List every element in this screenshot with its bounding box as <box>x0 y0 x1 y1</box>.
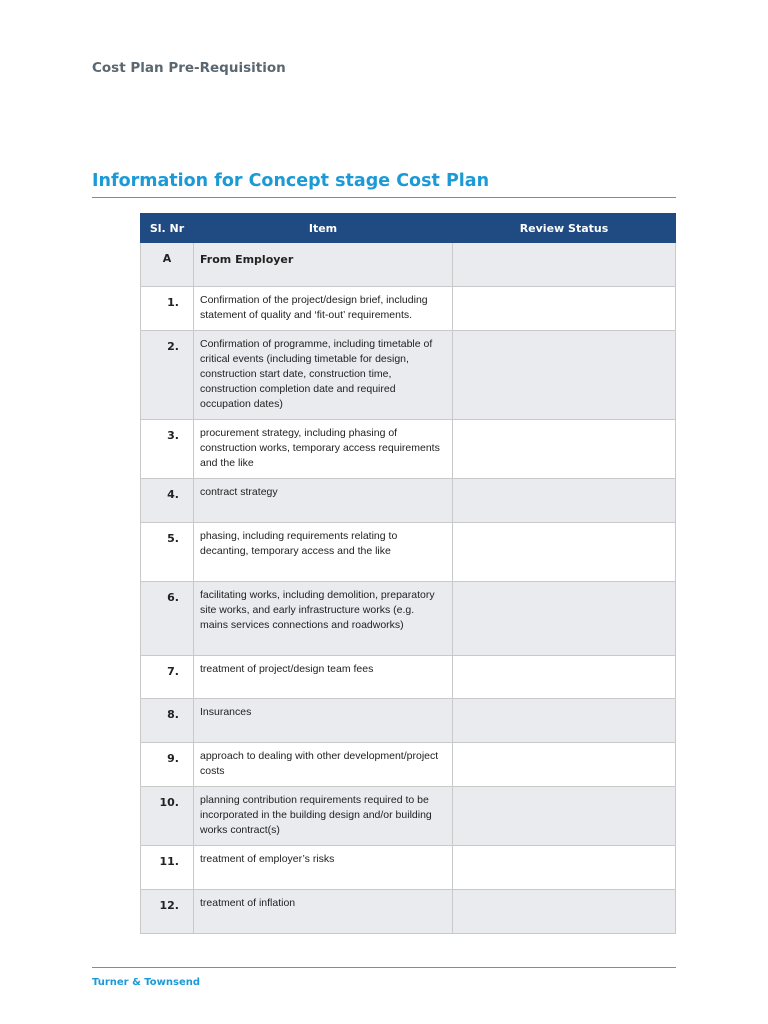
row-number: 12. <box>141 890 194 934</box>
row-review-status[interactable] <box>453 479 676 523</box>
row-item: Confirmation of the project/design brief, including statement of quality and ‘fit-out’ requirements. <box>194 287 453 331</box>
row-review-status[interactable] <box>453 243 676 287</box>
row-item: approach to dealing with other development/project costs <box>194 743 453 787</box>
table-row <box>141 656 676 699</box>
column-header-item: Item <box>194 214 453 243</box>
column-header-review-status: Review Status <box>453 214 676 243</box>
table-row <box>141 331 676 420</box>
row-number: 8. <box>141 699 194 743</box>
row-number: 7. <box>141 656 194 699</box>
row-review-status[interactable] <box>453 890 676 934</box>
footer-company-name: Turner & Townsend <box>92 977 201 988</box>
row-review-status[interactable] <box>453 656 676 699</box>
table-row <box>141 743 676 787</box>
row-review-status[interactable] <box>453 787 676 846</box>
row-number: 11. <box>141 846 194 890</box>
review-table <box>140 213 676 934</box>
table-row <box>141 699 676 743</box>
row-review-status[interactable] <box>453 420 676 479</box>
row-number: 1. <box>141 287 194 331</box>
row-review-status[interactable] <box>453 699 676 743</box>
row-item: Confirmation of programme, including timetable of critical events (including timetable for design, construction start date, construction time, construction completion date and required occupation dates) <box>194 331 453 420</box>
table-row <box>141 479 676 523</box>
table-row <box>141 523 676 582</box>
row-number: 9. <box>141 743 194 787</box>
column-header-sl-nr: Sl. Nr <box>141 214 194 243</box>
row-review-status[interactable] <box>453 846 676 890</box>
row-item: treatment of inflation <box>194 890 453 934</box>
row-item: Insurances <box>194 699 453 743</box>
row-number: 4. <box>141 479 194 523</box>
row-review-status[interactable] <box>453 582 676 656</box>
row-number: A <box>141 243 194 287</box>
table-row <box>141 787 676 846</box>
row-item: planning contribution requirements required to be incorporated in the building design and/or building works contract(s) <box>194 787 453 846</box>
row-item: From Employer <box>194 243 453 287</box>
row-item: contract strategy <box>194 479 453 523</box>
table-row <box>141 420 676 479</box>
document-header-title: Cost Plan Pre-Requisition <box>92 60 286 76</box>
row-review-status[interactable] <box>453 743 676 787</box>
row-item: facilitating works, including demolition, preparatory site works, and early infrastructure works (e.g. mains services connections and roadworks) <box>194 582 453 656</box>
row-item: treatment of employer’s risks <box>194 846 453 890</box>
table-row <box>141 287 676 331</box>
footer-divider <box>92 967 676 968</box>
row-review-status[interactable] <box>453 523 676 582</box>
row-number: 3. <box>141 420 194 479</box>
title-divider <box>92 197 676 198</box>
table-header-row <box>141 214 676 243</box>
row-item: phasing, including requirements relating to decanting, temporary access and the like <box>194 523 453 582</box>
table-row <box>141 846 676 890</box>
row-number: 6. <box>141 582 194 656</box>
row-item: procurement strategy, including phasing of construction works, temporary access requirements and the like <box>194 420 453 479</box>
row-review-status[interactable] <box>453 287 676 331</box>
row-number: 2. <box>141 331 194 420</box>
section-title: Information for Concept stage Cost Plan <box>92 171 490 191</box>
table-row <box>141 890 676 934</box>
table-row-section-a <box>141 243 676 287</box>
row-review-status[interactable] <box>453 331 676 420</box>
row-number: 10. <box>141 787 194 846</box>
table-row <box>141 582 676 656</box>
row-number: 5. <box>141 523 194 582</box>
row-item: treatment of project/design team fees <box>194 656 453 699</box>
